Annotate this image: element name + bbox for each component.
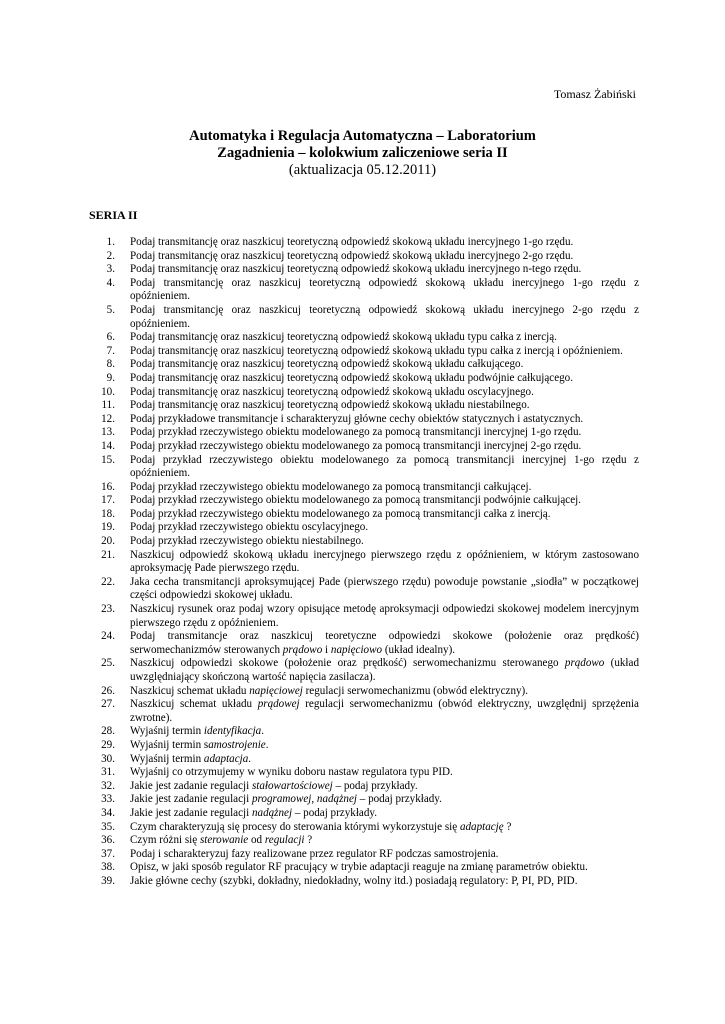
question-text: Czym różni się [130, 834, 200, 847]
question-number: 5. [106, 303, 115, 316]
question-number: 16. [101, 480, 115, 493]
question-number: 37. [101, 847, 115, 860]
question-item [93, 521, 639, 535]
question-item [93, 657, 639, 684]
question-text: Podaj przykład rzeczywistego obiektu oscylacyjnego. [130, 521, 369, 534]
question-item [93, 454, 639, 481]
question-item [93, 834, 639, 848]
question-number: 25. [101, 657, 115, 670]
document-subtitle: Zagadnienia – kolokwium zaliczeniowe seria II [217, 145, 508, 161]
question-item [93, 549, 639, 576]
question-text: Podaj przykład rzeczywistego obiektu modelowanego za pomocą transmitancji całka z inercją. [130, 507, 551, 520]
question-number: 28. [101, 725, 115, 738]
question-number: 17. [101, 494, 115, 507]
question-term: napięciowo [330, 643, 383, 656]
question-term: prądowo [564, 657, 605, 670]
question-text: – podaj przykłady. [356, 793, 442, 806]
question-item [93, 440, 639, 454]
question-item [93, 821, 639, 835]
question-item [93, 807, 639, 821]
question-number: 30. [101, 752, 115, 765]
question-list [93, 236, 639, 889]
question-item [93, 386, 639, 400]
question-item [93, 685, 639, 699]
question-term: prądowo [282, 643, 323, 656]
question-item [93, 236, 639, 250]
question-text: Podaj przykład rzeczywistego obiektu modelowanego za pomocą transmitancji całkującej. [130, 480, 532, 493]
question-text: Podaj transmitancję oraz naszkicuj teoretyczną odpowiedź skokową układu typu całka z inercją i opóźnieniem. [130, 344, 623, 357]
question-text: Jakie jest zadanie regulacji [130, 793, 252, 806]
question-item [93, 345, 639, 359]
question-text: Podaj transmitancję oraz naszkicuj teoretyczną odpowiedź skokową układu inercyjnego 1-go rzędu z opóźnieniem. [130, 276, 639, 303]
question-number: 38. [101, 861, 115, 874]
question-item [93, 766, 639, 780]
question-text: – podaj przykłady. [332, 779, 418, 792]
question-number: 6. [106, 331, 115, 344]
question-number: 21. [101, 548, 115, 561]
question-text: Podaj transmitancję oraz naszkicuj teoretyczną odpowiedź skokową układu oscylacyjnego. [130, 385, 534, 398]
question-text: Podaj przykład rzeczywistego obiektu modelowanego za pomocą transmitancji inercyjnej 1-go rzędu z opóźnieniem. [130, 453, 639, 480]
author-name: Tomasz Żabiński [553, 87, 636, 101]
question-text: Podaj transmitancję oraz naszkicuj teoretyczną odpowiedź skokową układu podwójnie całkującego. [130, 371, 573, 384]
question-item [93, 263, 639, 277]
question-number: 36. [101, 834, 115, 847]
question-number: 22. [101, 575, 115, 588]
question-item [93, 630, 639, 657]
question-item [93, 780, 639, 794]
question-text: Podaj transmitancję oraz naszkicuj teoretyczną odpowiedź skokową układu typu całka z inercją. [130, 331, 557, 344]
question-text: (układ uwzględniający skończoną wartość napięcia zasilacza). [130, 657, 639, 683]
question-number: 33. [101, 793, 115, 806]
question-text: ? [503, 820, 512, 833]
question-term: sterowanie [199, 834, 249, 847]
section-heading: SERIA II [89, 208, 138, 222]
question-term: napięciowej [249, 684, 303, 697]
question-text: Opisz, w jaki sposób regulator RF pracujący w trybie adaptacji reaguje na zmianę parametrów obiektu. [130, 861, 588, 874]
question-text: regulacji serwomechanizmu (obwód elektryczny). [302, 684, 529, 697]
document-header [0, 128, 725, 179]
question-item [93, 698, 639, 725]
question-number: 27. [101, 698, 115, 711]
question-text: Podaj transmitancje oraz naszkicuj teoretyczne odpowiedzi skokowe (położenie oraz prędkość) serwomechanizmów sterowanych [130, 630, 639, 656]
question-text: Podaj przykładowe transmitancje i scharakteryzuj główne cechy obiektów statycznych i astatycznych. [130, 412, 584, 425]
question-text: Naszkicuj schemat układu [130, 698, 258, 711]
question-term: prądowej [257, 698, 300, 711]
question-text: Podaj transmitancję oraz naszkicuj teoretyczną odpowiedź skokową układu inercyjnego 2-go rzędu. [130, 249, 574, 262]
question-number: 13. [101, 426, 115, 439]
question-number: 15. [101, 453, 115, 466]
question-text: Podaj i scharakteryzuj fazy realizowane przez regulator RF podczas samostrojenia. [130, 847, 499, 860]
question-number: 23. [101, 603, 115, 616]
question-text: . [261, 725, 264, 738]
question-text: – podaj przykłady. [292, 806, 377, 819]
question-text: Jakie jest zadanie regulacji [130, 806, 252, 819]
question-term: identyfikacja [203, 725, 262, 738]
question-text: Naszkicuj odpowiedź skokową układu inercyjnego pierwszego rzędu z opóźnieniem, w którym zastosowano aproksymację Pade pierwszego rzędu. [130, 548, 639, 575]
question-number: 7. [106, 344, 115, 357]
question-text: regulacji serwomechanizmu (obwód elektryczny, uwzględnij sprzężenia zwrotne). [130, 698, 639, 724]
question-text: Wyjaśnij termin [130, 752, 204, 765]
question-number: 35. [101, 820, 115, 833]
question-item [93, 875, 639, 889]
question-number: 9. [106, 371, 115, 384]
update-date: (aktualizacja 05.12.2011) [288, 162, 437, 178]
question-item [93, 481, 639, 495]
question-term: adaptacja [203, 752, 249, 765]
question-text: (układ idealny). [382, 643, 456, 656]
question-item [93, 331, 639, 345]
question-item [93, 848, 639, 862]
question-text: ? [304, 834, 313, 847]
question-text: Jakie główne cechy (szybki, dokładny, niedokładny, wolny itd.) posiadają regulatory: P, PI, PD, PID. [130, 874, 578, 887]
question-number: 32. [101, 779, 115, 792]
question-text: Jakie jest zadanie regulacji [130, 779, 252, 792]
question-text: Podaj transmitancję oraz naszkicuj teoretyczną odpowiedź skokową układu inercyjnego 2-go rzędu z opóźnieniem. [130, 303, 639, 330]
question-text: Podaj transmitancję oraz naszkicuj teoretyczną odpowiedź skokową układu inercyjnego n-tego rzędu. [130, 263, 582, 276]
question-item [93, 399, 639, 413]
question-text: Wyjaśnij co otrzymujemy w wyniku doboru nastaw regulatora typu PID. [130, 766, 453, 779]
question-item [93, 793, 639, 807]
question-term: programowej [251, 793, 312, 806]
question-item [93, 576, 639, 603]
question-number: 11. [101, 399, 115, 412]
question-item [93, 739, 639, 753]
question-item [93, 426, 639, 440]
question-text: Podaj przykład rzeczywistego obiektu niestabilnego. [130, 535, 364, 548]
question-text: , [311, 793, 317, 806]
question-number: 14. [101, 439, 115, 452]
question-item [93, 358, 639, 372]
question-text: Czym charakteryzują się procesy do sterowania którymi wykorzystuje się [130, 820, 460, 833]
question-text: Naszkicuj rysunek oraz podaj wzory opisujące metodę aproksymacji odpowiedzi skokowej modelem inercyjnym pierwszego rzędu z opóźnieniem. [130, 603, 639, 629]
question-text: . [265, 738, 269, 751]
question-text: Podaj transmitancję oraz naszkicuj teoretyczną odpowiedź skokową układu inercyjnego 1-go rzędu. [130, 236, 574, 248]
question-number: 31. [101, 766, 115, 779]
question-item [93, 277, 639, 304]
question-item [93, 250, 639, 264]
question-term: regulacji [264, 834, 305, 847]
question-item [93, 494, 639, 508]
question-item [93, 535, 639, 549]
question-text: Naszkicuj odpowiedzi skokowe (położenie oraz prędkość) serwomechanizmu sterowanego [130, 657, 565, 670]
question-item [93, 372, 639, 386]
question-text: Naszkicuj schemat układu [130, 684, 250, 697]
question-number: 12. [101, 412, 115, 425]
document-title: Automatyka i Regulacja Automatyczna – Laboratorium [189, 128, 536, 144]
question-number: 8. [106, 358, 115, 371]
question-text: Podaj przykład rzeczywistego obiektu modelowanego za pomocą transmitancji inercyjnej 1-go rzędu. [130, 426, 582, 439]
question-item [93, 413, 639, 427]
question-number: 2. [106, 249, 115, 262]
question-number: 39. [101, 874, 115, 887]
question-text: Podaj przykład rzeczywistego obiektu modelowanego za pomocą transmitancji inercyjnej 2-go rzędu. [130, 439, 582, 452]
question-term: nadążnej [316, 793, 357, 806]
question-item [93, 508, 639, 522]
question-text: Wyjaśnij termin [130, 725, 204, 738]
question-number: 3. [106, 263, 115, 276]
question-text: Wyjaśnij termin s [130, 738, 209, 751]
question-number: 29. [101, 738, 115, 751]
question-text: . [248, 752, 252, 765]
question-number: 1. [106, 236, 115, 248]
question-text: Podaj transmitancję oraz naszkicuj teoretyczną odpowiedź skokową układu niestabilnego. [130, 399, 530, 412]
question-number: 4. [106, 276, 115, 289]
question-item [93, 603, 639, 630]
question-text: Jaka cecha transmitancji aproksymującej Pade (pierwszego rzędu) powoduje powstanie „siodła” w początkowej części odpowiedzi skokowej układu. [130, 575, 639, 602]
question-term: amostrojenie [208, 738, 266, 751]
question-item [93, 304, 639, 331]
question-term: adaptację [459, 820, 504, 833]
question-number: 18. [101, 507, 115, 520]
question-text: Podaj transmitancję oraz naszkicuj teoretyczną odpowiedź skokową układu całkującego. [130, 358, 524, 371]
question-number: 34. [101, 806, 115, 819]
question-number: 20. [101, 535, 115, 548]
question-number: 24. [101, 630, 115, 643]
question-number: 26. [101, 684, 115, 697]
question-item [93, 861, 639, 875]
question-item [93, 725, 639, 739]
question-text: i [322, 643, 331, 656]
question-term: nadążnej [251, 806, 293, 819]
question-text: Podaj przykład rzeczywistego obiektu modelowanego za pomocą transmitancji podwójnie całkującej. [130, 494, 581, 507]
question-term: stałowartościowej [251, 779, 333, 792]
question-text: od [248, 834, 265, 847]
question-number: 19. [101, 521, 115, 534]
question-item [93, 753, 639, 767]
question-number: 10. [101, 385, 115, 398]
